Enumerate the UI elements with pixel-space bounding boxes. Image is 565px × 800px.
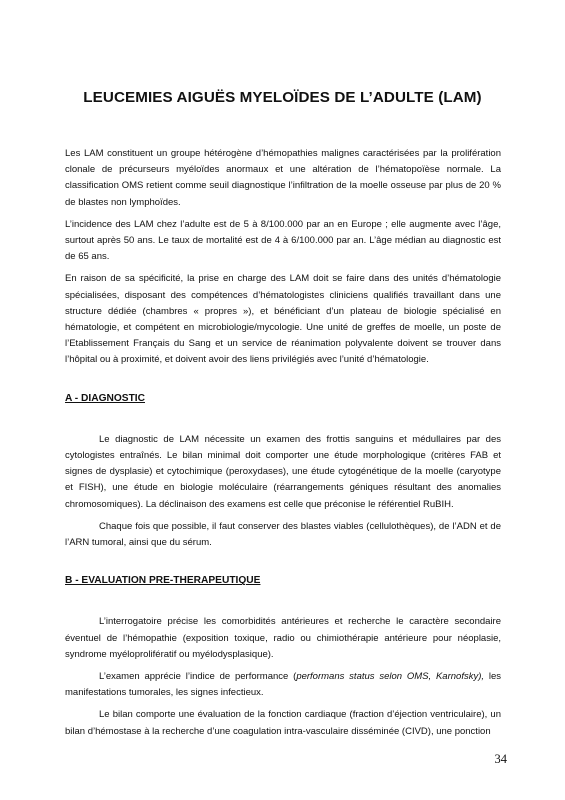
section-heading-diagnostic: A - DIAGNOSTIC [65,392,145,404]
diagnostic-paragraph: Le diagnostic de LAM nécessite un examen des frottis sanguins et médullaires par des cytologistes entraînés. Le bilan minimal doit comporter une étude morphologique (critères FAB et signes de dysplasie) et cytochimique (peroxydases), une étude cytogénétique de la moelle (caryotype et FISH), une étude en biologie moléculaire (réarrangements géniques résultant des anomalies chromosomiques). La déclinaison des examens est celle que préconise le référentiel RuBIH. [65,433,501,510]
evaluation-italic-text: performans status selon OMS, Karnofsky), [296,671,485,683]
document-title: LEUCEMIES AIGUËS MYELOÏDES DE L’ADULTE (LAM) [83,89,482,106]
section-heading-evaluation: B - EVALUATION PRE-THERAPEUTIQUE [65,575,261,587]
intro-paragraph: L’incidence des LAM chez l’adulte est de 5 à 8/100.000 par an en Europe ; elle augmente avec l’âge, surtout après 50 ans. Le taux de mortalité est de 4 à 6/100.000 par an. L’âge médian au diagnostic est de 65 ans. [65,218,501,263]
evaluation-paragraph [65,669,501,701]
document-body [65,146,501,740]
intro-paragraph: Les LAM constituent un groupe hétérogène d’hémopathies malignes caractérisées par la prolifération clonale de précurseurs myéloïdes anormaux et une altération de l’hématopoïèse normale. La classification OMS retient comme seuil diagnostique l’infiltration de la moelle osseuse par plus de 20 % de blastes non lymphoïdes. [65,148,501,208]
page-number: 34 [494,752,507,766]
diagnostic-paragraph: Chaque fois que possible, il faut conserver des blastes viables (cellulothèques), de l’ADN et de l’ARN tumoral, ainsi que du sérum. [65,520,501,549]
evaluation-paragraph: L’interrogatoire précise les comorbidités antérieures et recherche le caractère secondaire éventuel de l’hémopathie (exposition toxique, radio ou chimiothérapie antérieure pour néoplasie, syndrome myéloprolifératif ou myélodysplasique). [65,616,501,660]
evaluation-text: L’examen apprécie l’indice de performance ( [99,671,297,683]
intro-paragraph: En raison de sa spécificité, la prise en charge des LAM doit se faire dans des unités d’hématologie spécialisées, disposant des compétences d’hématologistes cliniciens qualifiés travaillant dans une structure dédiée (chambres « propres »), et bénéficiant d’un plateau de biologie spécialisé en hématologie, et compétent en microbiologie/mycologie. Une unité de greffes de moelle, un poste de l’Etablissement Français du Sang et un service de réanimation polyvalente doivent se trouver dans l’hôpital ou à proximité, et doivent avoir des liens privilégiés avec l’unité d’hématologie. [65,273,501,366]
evaluation-paragraph: Le bilan comporte une évaluation de la fonction cardiaque (fraction d’éjection ventriculaire), un bilan d’hémostase à la recherche d’une coagulation intra-vasculaire disséminée (CIVD), une ponction [65,709,501,737]
evaluation-text: les manifestations tumorales, les signes infectieux. [65,671,501,699]
